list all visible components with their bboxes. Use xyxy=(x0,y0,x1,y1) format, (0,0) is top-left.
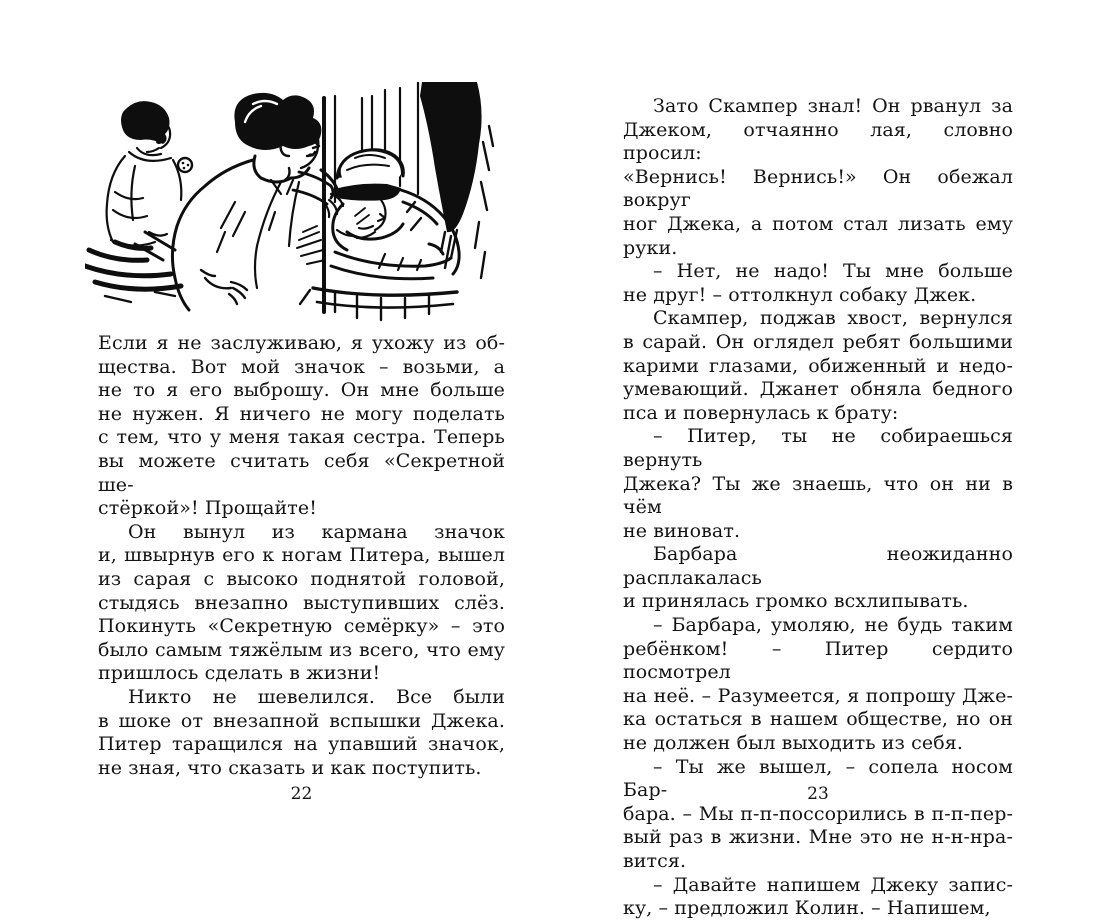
text-line: ребёнком! – Питер сердито посмотрел xyxy=(623,637,1013,684)
grass-tuft xyxy=(297,226,325,264)
text-line: не нужен. Я ничего не могу поделать xyxy=(98,402,505,425)
paragraph xyxy=(623,260,1013,307)
text-line: и принялась громко всхлипывать. xyxy=(623,590,969,613)
text-line: Питер таращился на упавший значок, xyxy=(98,733,505,756)
text-line: вится. xyxy=(623,850,687,872)
paragraph xyxy=(623,614,1013,756)
text-line: не зная, что сказать и как поступить. xyxy=(98,756,482,779)
text-line: ка остаться в нашем обществе, но он xyxy=(623,708,1013,731)
paragraph xyxy=(98,521,505,686)
secret-seven-badge xyxy=(178,158,192,172)
text-line: – Барбара, умоляю, не будь таким xyxy=(653,614,1013,637)
text-line: Зато Скампер знал! Он рванул за xyxy=(653,95,1013,117)
ground-shadow xyxy=(85,232,181,302)
text-line: Покинуть «Секретную семёрку» – это xyxy=(98,615,505,638)
page-number-right: 23 xyxy=(807,784,829,804)
text-line: из сарая с высоко поднятой головой, xyxy=(98,567,505,590)
text-line: и, швырнув его к ногам Питера, вышел xyxy=(98,544,505,567)
paragraph xyxy=(98,332,505,521)
text-line: с тем, что у меня такая сестра. Теперь xyxy=(98,426,505,449)
text-line: в шоке от внезапной вспышки Джека. xyxy=(98,709,505,732)
paragraph xyxy=(623,95,1013,260)
text-line: стыдясь внезапно выступивших слёз. xyxy=(98,591,505,614)
text-line: Скампер, поджав хвост, вернулся xyxy=(653,307,1013,330)
paragraph xyxy=(623,425,1013,543)
foliage-hatch xyxy=(407,82,493,278)
text-line: – Давайте напишем Джеку запис- xyxy=(653,873,1013,896)
text-line: Джека? Ты же знаешь, что он ни в чём xyxy=(623,472,1013,519)
text-line: пришлось сделать в жизни! xyxy=(98,662,381,685)
lower-hand xyxy=(201,270,247,304)
text-line: пса и повернулась к брату: xyxy=(623,401,899,424)
text-line: Никто не шевелился. Все были xyxy=(128,685,505,708)
paragraph xyxy=(98,686,505,780)
text-line: не друг! – оттолкнул собаку Джек. xyxy=(623,283,977,306)
text-line: щества. Вот мой значок – возьми, а xyxy=(98,355,505,378)
text-line: Он вынул из кармана значок xyxy=(128,520,505,543)
text-line: бара. – Мы п-п-поссорились в п-п-пер- xyxy=(623,802,1013,825)
boy-center xyxy=(172,93,343,310)
text-line: – Ты же вышел, – сопела носом Бар- xyxy=(623,755,1013,802)
text-line: Барбара неожиданно расплакалась xyxy=(623,543,1013,589)
paragraph xyxy=(623,756,1013,874)
text-line: стёркой»! Прощайте! xyxy=(98,497,317,520)
paragraph xyxy=(623,543,1013,614)
text-line: Джеком, отчаянно лая, словно просил: xyxy=(623,118,1013,165)
text-line: карими глазами, обиженный и недо- xyxy=(623,354,1013,377)
text-line: на неё. – Разумеется, я попрошу Дже- xyxy=(623,684,1013,707)
text-line: было самым тяжёлым из всего, что ему xyxy=(98,638,505,661)
page-22-text xyxy=(98,332,505,780)
text-line: вый раз в жизни. Мне это не н-н-нра- xyxy=(623,826,1013,849)
text-line: не должен был выходить из себя. xyxy=(623,732,963,755)
text-line: – Питер, ты не собираешься вернуть xyxy=(623,425,1013,471)
page-number-left: 22 xyxy=(290,784,313,804)
text-line: в сарай. Он оглядел ребят большими xyxy=(623,330,1013,353)
paragraph xyxy=(623,874,1013,921)
text-line: не виноват. xyxy=(623,519,741,542)
text-line: «Вернись! Вернись!» Он обежал вокруг xyxy=(623,165,1013,212)
text-line: умевающий. Джанет обняла бедного xyxy=(623,378,1013,401)
text-line: не то я его выброшу. Он мне больше xyxy=(98,379,505,402)
text-line: ног Джека, а потом стал лизать ему xyxy=(623,212,1013,235)
text-line: – Нет, не надо! Ты мне больше xyxy=(653,260,1013,283)
text-line: ку, – предложил Колин. – Напишем, xyxy=(623,897,991,920)
book-illustration xyxy=(85,82,537,326)
paragraph xyxy=(623,307,1013,425)
text-line: Если я не заслуживаю, я ухожу из об- xyxy=(98,332,505,354)
text-line: вы можете считать себя «Секретной ше- xyxy=(98,449,505,496)
text-line: руки. xyxy=(623,236,678,259)
